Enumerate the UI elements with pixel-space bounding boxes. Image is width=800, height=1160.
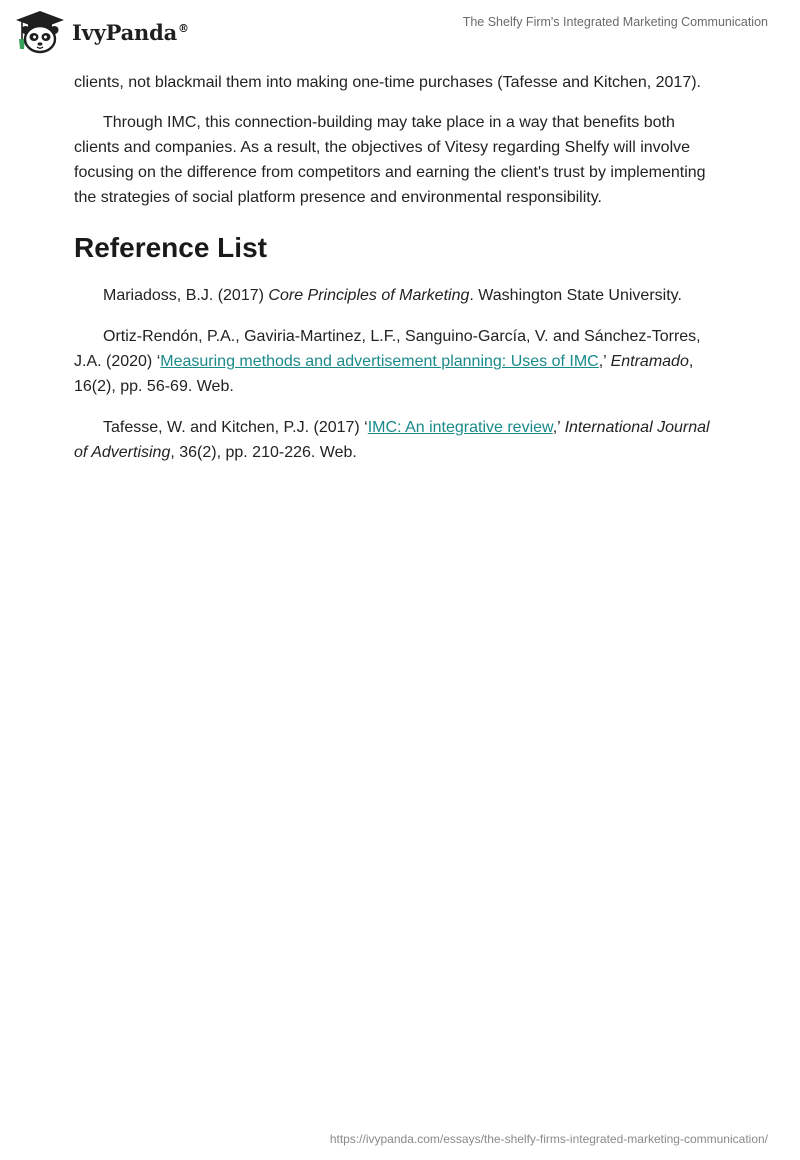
ref-journal: Entramado [610,353,689,370]
footer-source-url[interactable]: https://ivypanda.com/essays/the-shelfy-firms-integrated-marketing-communication/ [329,1132,768,1146]
paragraph-continuation: clients, not blackmail them into making one-time purchases (Tafesse and Kitchen, 2017). [74,74,701,91]
ref-article-link[interactable]: IMC: An integrative review [367,419,553,436]
document-body [74,70,720,481]
reference-item [74,415,720,465]
document-title: The Shelfy Firm's Integrated Marketing Communication [462,15,768,29]
ref-article-link[interactable]: Measuring methods and advertisement planning: Uses of IMC [160,353,599,370]
ref-details: , 36(2), pp. 210-226. Web. [170,444,357,461]
ref-authors: Tafesse, W. and Kitchen, P.J. (2017) ‘ [103,419,368,436]
registered-mark: ® [178,21,189,35]
page-header [0,0,800,64]
reference-list-heading: Reference List [74,232,267,263]
ref-punctuation: ,’ [598,353,611,370]
paragraph-imc: Through IMC, this connection-building may take place in a way that benefits both clients and companies. As a result, the objectives of Vitesy regarding Shelfy will involve focusing on the difference from competitors and earning the client's trust by implementing the strategies of social platform presence and environmental responsibility. [74,114,706,206]
logo-text: IvyPanda [72,19,178,45]
ref-punctuation: ,’ [552,419,565,436]
panda-graduate-icon [14,9,66,55]
reference-item [74,283,720,308]
ref-journal: International Journal of Advertising [74,419,710,461]
logo-wordmark [72,20,189,45]
ref-authors: Ortiz-Rendón, P.A., Gaviria-Martinez, L.F., Sanguino-García, V. and Sánchez-Torres, J.A. (2020) ‘ [74,328,701,370]
ref-authors: Mariadoss, B.J. (2017) [103,287,269,304]
ref-book-title: Core Principles of Marketing [268,287,470,304]
ref-details: , 16(2), pp. 56-69. Web. [74,353,694,395]
reference-item [74,324,720,399]
ivypanda-logo[interactable] [14,8,189,56]
ref-publisher: . Washington State University. [469,287,682,304]
